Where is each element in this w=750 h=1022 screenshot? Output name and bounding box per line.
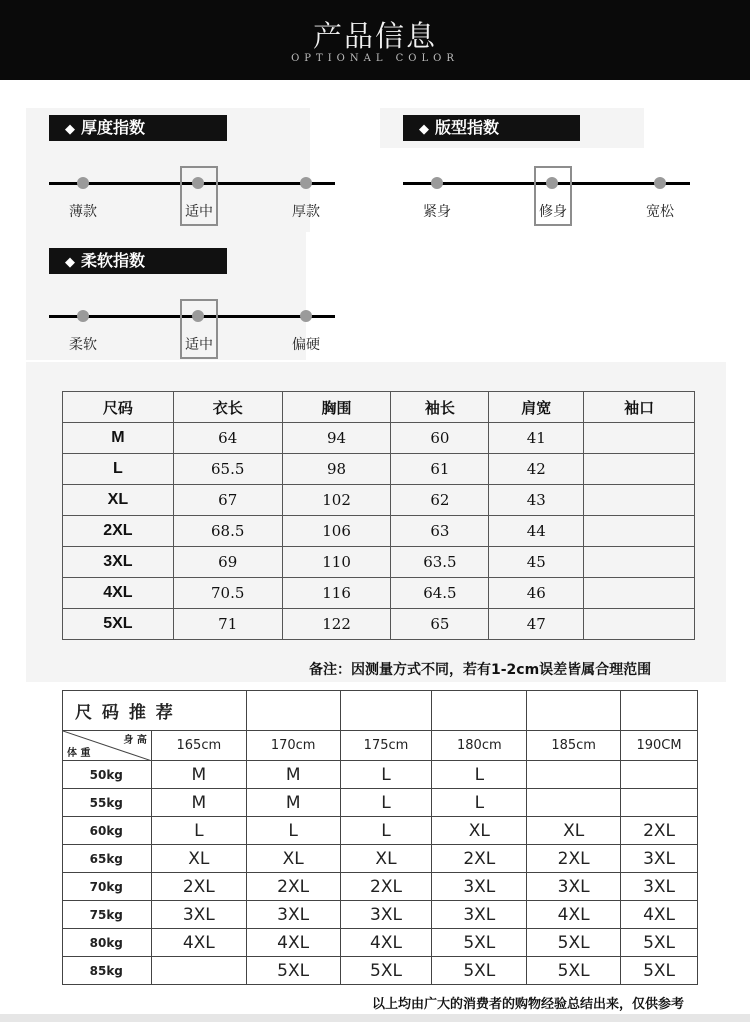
table-row — [63, 845, 698, 873]
height-header: 180cm — [432, 731, 527, 761]
fit-tick-label: 紧身 — [423, 204, 451, 220]
size-cell: 3XL — [621, 873, 698, 901]
measurement-note: 备注：因测量方式不同，若有1-2cm误差皆属合理范围 — [309, 662, 652, 678]
size-cell: 3XL — [246, 901, 340, 929]
size-cell: 4XL — [63, 578, 174, 609]
sleeve-cell: 61 — [391, 454, 489, 485]
shoulder-cell: 41 — [489, 423, 584, 454]
table-row — [63, 578, 695, 609]
size-cell: XL — [527, 817, 621, 845]
chest-cell: 98 — [282, 454, 391, 485]
cuff-cell — [584, 454, 695, 485]
size-cell: 4XL — [151, 929, 246, 957]
recommend-title: 尺 码 推 荐 — [63, 691, 247, 731]
size-cell: M — [246, 789, 340, 817]
thickness-tick-label: 厚款 — [292, 204, 320, 220]
size-cell: 4XL — [621, 901, 698, 929]
softness-index-label: ◆ 柔软指数 — [49, 248, 227, 274]
size-cell — [621, 789, 698, 817]
chest-cell: 122 — [282, 609, 391, 640]
table-row — [63, 423, 695, 454]
height-header: 190CM — [621, 731, 698, 761]
shoulder-cell: 43 — [489, 485, 584, 516]
length-cell: 70.5 — [173, 578, 282, 609]
chest-cell: 116 — [282, 578, 391, 609]
sleeve-cell: 63.5 — [391, 547, 489, 578]
column-header: 衣长 — [173, 392, 282, 423]
softness-tick-label: 柔软 — [69, 337, 97, 353]
length-cell: 68.5 — [173, 516, 282, 547]
height-header: 170cm — [246, 731, 340, 761]
fit-tick-label: 宽松 — [646, 204, 674, 220]
table-row — [63, 817, 698, 845]
header-banner — [0, 0, 750, 80]
sleeve-cell: 65 — [391, 609, 489, 640]
size-cell: M — [151, 761, 246, 789]
softness-tick-label: 适中 — [185, 337, 213, 353]
thickness-dot — [300, 177, 312, 189]
size-cell: 2XL — [63, 516, 174, 547]
cuff-cell — [584, 578, 695, 609]
thickness-dot — [77, 177, 89, 189]
height-header-row — [63, 731, 698, 761]
size-cell: 3XL — [151, 901, 246, 929]
corner-weight-label: 体 重 — [67, 748, 91, 759]
size-cell: 5XL — [432, 929, 527, 957]
size-cell: L — [246, 817, 340, 845]
height-header: 185cm — [527, 731, 621, 761]
table-header-row — [63, 392, 695, 423]
size-cell: 4XL — [340, 929, 432, 957]
size-cell — [527, 761, 621, 789]
fit-index-label: ◆ 版型指数 — [403, 115, 580, 141]
size-cell: 2XL — [432, 845, 527, 873]
size-cell: XL — [151, 845, 246, 873]
weight-cell: 70kg — [63, 873, 152, 901]
size-cell: 2XL — [246, 873, 340, 901]
weight-cell: 60kg — [63, 817, 152, 845]
size-cell: 3XL — [527, 873, 621, 901]
size-cell: L — [63, 454, 174, 485]
softness-tick-label: 偏硬 — [292, 337, 320, 353]
size-cell: 5XL — [527, 929, 621, 957]
table-row — [63, 873, 698, 901]
table-row — [63, 957, 698, 985]
cuff-cell — [584, 547, 695, 578]
size-recommendation-table — [62, 690, 698, 985]
size-cell: 2XL — [527, 845, 621, 873]
size-cell — [527, 789, 621, 817]
fit-dot — [654, 177, 666, 189]
sleeve-cell: 62 — [391, 485, 489, 516]
chest-cell: 102 — [282, 485, 391, 516]
recommend-title-row — [63, 691, 698, 731]
size-cell: 3XL — [432, 901, 527, 929]
column-header: 袖口 — [584, 392, 695, 423]
size-cell — [621, 761, 698, 789]
column-header: 胸围 — [282, 392, 391, 423]
softness-dot — [77, 310, 89, 322]
fit-tick-label: 修身 — [539, 204, 567, 220]
length-cell: 65.5 — [173, 454, 282, 485]
table-row — [63, 929, 698, 957]
page-title: 产品信息 — [312, 19, 437, 53]
sleeve-cell: 63 — [391, 516, 489, 547]
size-cell: L — [151, 817, 246, 845]
weight-cell: 75kg — [63, 901, 152, 929]
table-row — [63, 609, 695, 640]
size-cell: L — [432, 789, 527, 817]
size-cell: 5XL — [340, 957, 432, 985]
size-cell: L — [340, 761, 432, 789]
thickness-index-label: ◆ 厚度指数 — [49, 115, 227, 141]
chest-cell: 110 — [282, 547, 391, 578]
weight-cell: 55kg — [63, 789, 152, 817]
cuff-cell — [584, 516, 695, 547]
size-cell: 3XL — [340, 901, 432, 929]
column-header: 袖长 — [391, 392, 489, 423]
size-cell: M — [246, 761, 340, 789]
diamond-icon: ◆ — [65, 255, 75, 270]
sleeve-cell: 60 — [391, 423, 489, 454]
size-cell: XL — [432, 817, 527, 845]
size-cell: XL — [340, 845, 432, 873]
fit-dot — [431, 177, 443, 189]
thickness-tick-label: 适中 — [185, 204, 213, 220]
weight-cell: 50kg — [63, 761, 152, 789]
table-row — [63, 547, 695, 578]
column-header: 尺码 — [63, 392, 174, 423]
size-cell: M — [63, 423, 174, 454]
shoulder-cell: 45 — [489, 547, 584, 578]
page-subtitle: OPTIONAL COLOR — [291, 53, 459, 64]
corner-height-label: 身 高 — [123, 735, 147, 746]
sleeve-cell: 64.5 — [391, 578, 489, 609]
length-cell: 69 — [173, 547, 282, 578]
size-cell: 3XL — [432, 873, 527, 901]
size-cell: 3XL — [63, 547, 174, 578]
size-cell: L — [432, 761, 527, 789]
table-row — [63, 454, 695, 485]
footer-bar — [0, 1014, 750, 1022]
weight-cell: 65kg — [63, 845, 152, 873]
weight-cell: 85kg — [63, 957, 152, 985]
size-cell: XL — [246, 845, 340, 873]
size-cell: 4XL — [527, 901, 621, 929]
cuff-cell — [584, 485, 695, 516]
height-header: 165cm — [151, 731, 246, 761]
corner-cell — [63, 731, 152, 761]
chest-cell: 94 — [282, 423, 391, 454]
size-cell: L — [340, 817, 432, 845]
cuff-cell — [584, 423, 695, 454]
length-cell: 67 — [173, 485, 282, 516]
size-cell: XL — [63, 485, 174, 516]
size-cell: 5XL — [621, 929, 698, 957]
size-cell: 5XL — [432, 957, 527, 985]
weight-cell: 80kg — [63, 929, 152, 957]
size-cell: 5XL — [621, 957, 698, 985]
shoulder-cell: 42 — [489, 454, 584, 485]
length-cell: 64 — [173, 423, 282, 454]
size-cell: 2XL — [621, 817, 698, 845]
softness-dot — [300, 310, 312, 322]
recommendation-footnote: 以上均由广大的消费者的购物经验总结出来，仅供参考 — [372, 997, 685, 1012]
cuff-cell — [584, 609, 695, 640]
column-header: 肩宽 — [489, 392, 584, 423]
table-row — [63, 901, 698, 929]
diamond-icon: ◆ — [65, 122, 75, 137]
size-cell: 5XL — [246, 957, 340, 985]
size-cell: 5XL — [527, 957, 621, 985]
table-row — [63, 789, 698, 817]
size-cell: 3XL — [621, 845, 698, 873]
size-cell: 2XL — [340, 873, 432, 901]
diamond-icon: ◆ — [419, 122, 429, 137]
shoulder-cell: 44 — [489, 516, 584, 547]
shoulder-cell: 46 — [489, 578, 584, 609]
chest-cell: 106 — [282, 516, 391, 547]
size-cell: 2XL — [151, 873, 246, 901]
thickness-tick-label: 薄款 — [69, 204, 97, 220]
table-row — [63, 516, 695, 547]
size-cell: M — [151, 789, 246, 817]
size-cell: 5XL — [63, 609, 174, 640]
table-row — [63, 485, 695, 516]
shoulder-cell: 47 — [489, 609, 584, 640]
size-cell — [151, 957, 246, 985]
size-chart-table — [62, 391, 695, 640]
length-cell: 71 — [173, 609, 282, 640]
height-header: 175cm — [340, 731, 432, 761]
table-row — [63, 761, 698, 789]
size-cell: 4XL — [246, 929, 340, 957]
size-cell: L — [340, 789, 432, 817]
